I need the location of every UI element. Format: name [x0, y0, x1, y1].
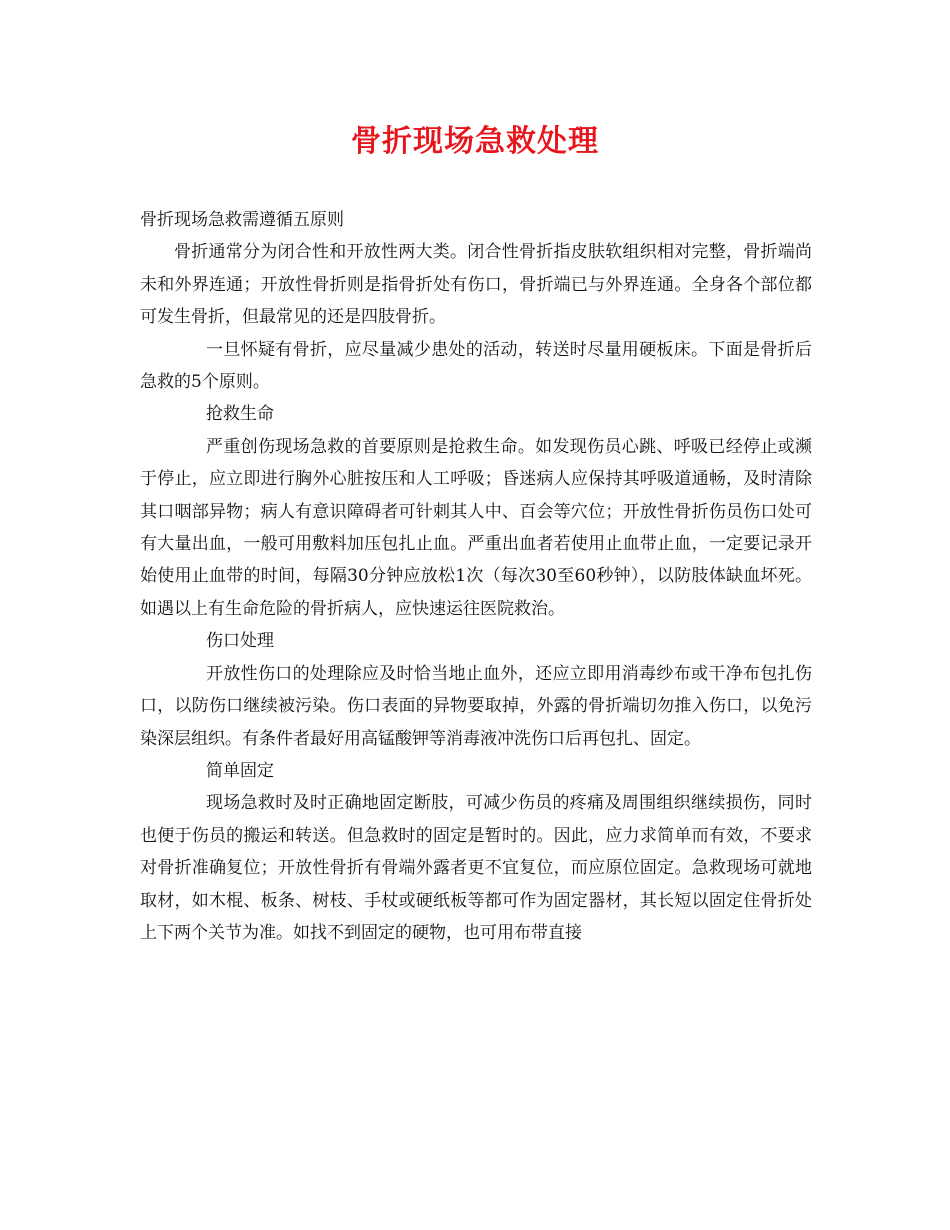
section-heading-fixation: 简单固定 [206, 760, 274, 781]
document-body [140, 204, 812, 949]
paragraph-fixation: 现场急救时及时正确地固定断肢，可减少伤员的疼痛及周围组织继续损伤，同时也便于伤员的搬运和转送。但急救时的固定是暂时的。因此，应力求简单而有效，不要求对骨折准确复位；开放性骨折有骨端外露者更不宜复位，而应原位固定。急救现场可就地取材，如木棍、板条、树枝、手杖或硬纸板等都可作为固定器材，其长短以固定住骨折处上下两个关节为准。如找不到固定的硬物，也可用布带直接 [140, 793, 812, 943]
paragraph-suspected-fracture: 一旦怀疑有骨折，应尽量减少患处的活动，转送时尽量用硬板床。下面是骨折后急救的5个原则。 [140, 339, 812, 393]
paragraph-wound-care: 开放性伤口的处理除应及时恰当地止血外，还应立即用消毒纱布或干净布包扎伤口，以防伤口继续被污染。伤口表面的异物要取掉，外露的骨折端切勿推入伤口，以免污染深层组织。有条件者最好用高锰酸钾等消毒液冲洗伤口后再包扎、固定。 [140, 663, 812, 749]
paragraph-save-life: 严重创伤现场急救的首要原则是抢救生命。如发现伤员心跳、呼吸已经停止或濒于停止，应立即进行胸外心脏按压和人工呼吸；昏迷病人应保持其呼吸道通畅，及时清除其口咽部异物；病人有意识障碍者可针刺其人中、百会等穴位；开放性骨折伤员伤口处可有大量出血，一般可用敷料加压包扎止血。严重出血者若使用止血带止血，一定要记录开始使用止血带的时间，每隔30分钟应放松1次（每次30至60秒钟），以防肢体缺血坏死。如遇以上有生命危险的骨折病人，应快速运往医院救治。 [140, 436, 812, 619]
intro-heading: 骨折现场急救需遵循五原则 [140, 210, 344, 230]
section-heading-save-life: 抢救生命 [206, 404, 274, 425]
section-heading-wound-care: 伤口处理 [206, 631, 274, 652]
document-title: 骨折现场急救处理 [351, 124, 599, 159]
paragraph-fracture-types: 骨折通常分为闭合性和开放性两大类。闭合性骨折指皮肤软组织相对完整，骨折端尚未和外界连通；开放性骨折则是指骨折处有伤口，骨折端已与外界连通。全身各个部位都可发生骨折，但最常见的还是四肢骨折。 [140, 242, 812, 328]
